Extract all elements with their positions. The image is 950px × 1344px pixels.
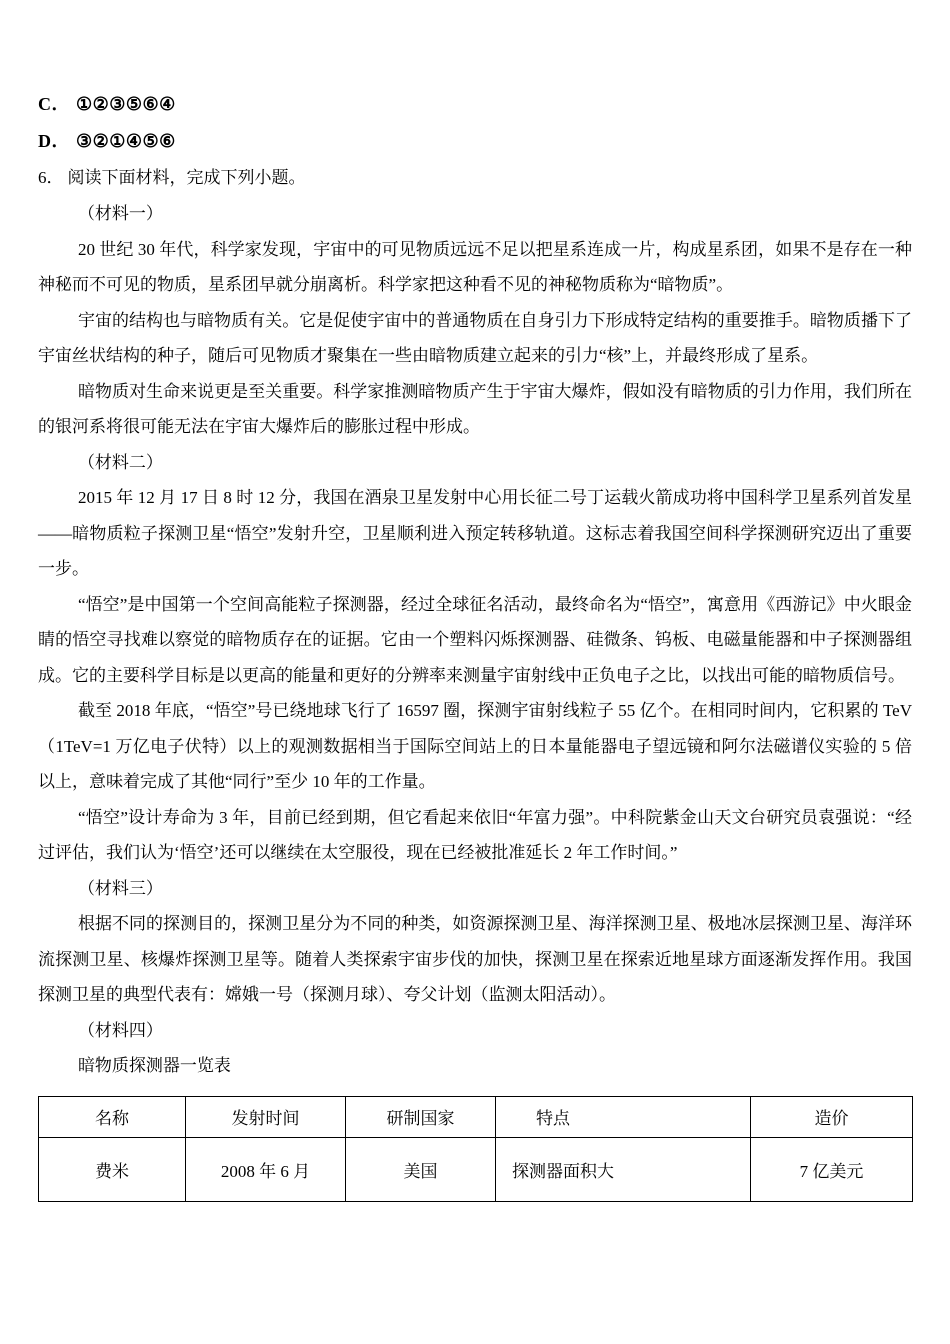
option-c-label: C． xyxy=(38,94,70,114)
option-c-value: ①②③⑤⑥④ xyxy=(76,94,176,114)
material-2-paragraph-1: 2015 年 12 月 17 日 8 时 12 分，我国在酒泉卫星发射中心用长征二号丁运载火箭成功将中国科学卫星系列首发星——暗物质粒子探测卫星“悟空”发射升空，卫星顺利进入预定转移轨道。这标志着我国空间科学探测研究迈出了重要一步。 xyxy=(38,488,912,578)
material-2-paragraph-3: 截至 2018 年底，“悟空”号已绕地球飞行了 16597 圈，探测宇宙射线粒子 55 亿个。在相同时间内，它积累的 TeV（1TeV=1 万亿电子伏特）以上的观测数据相当于国际空间站上的日本量能器电子望远镜和阿尔法磁谱仪实验的 5 倍以上，意味着完成了其他“同行”至少 10 年的工作量。 xyxy=(38,701,912,791)
material-1-paragraph-3: 暗物质对生命来说更是至关重要。科学家推测暗物质产生于宇宙大爆炸，假如没有暗物质的引力作用，我们所在的银河系将很可能无法在宇宙大爆炸后的膨胀过程中形成。 xyxy=(38,381,912,436)
material-2-heading: （材料二） xyxy=(77,452,163,472)
material-3-heading: （材料三） xyxy=(77,878,163,898)
question-number: 6． xyxy=(38,168,64,187)
cell-name: 费米 xyxy=(39,1137,186,1201)
material-3-paragraph-1: 根据不同的探测目的，探测卫星分为不同的种类，如资源探测卫星、海洋探测卫星、极地冰层探测卫星、海洋环流探测卫星、核爆炸探测卫星等。随着人类探索宇宙步伐的加快，探测卫星在探索近地星球方面逐渐发挥作用。我国探测卫星的典型代表有：嫦娥一号（探测月球）、夸父计划（监测太阳活动）。 xyxy=(38,914,912,1004)
header-cost: 造价 xyxy=(751,1096,913,1137)
material-2-paragraph-2: “悟空”是中国第一个空间高能粒子探测器，经过全球征名活动，最终命名为“悟空”，寓意用《西游记》中火眼金睛的悟空寻找难以察觉的暗物质存在的证据。它由一个塑料闪烁探测器、硅微条、钨板、电磁量能器和中子探测器组成。它的主要科学目标是以更高的能量和更好的分辨率来测量宇宙射线中正负电子之比，以找出可能的暗物质信号。 xyxy=(38,594,912,685)
material-2-paragraph-4: “悟空”设计寿命为 3 年，目前已经到期，但它看起来依旧“年富力强”。中科院紫金山天文台研究员袁强说：“经过评估，我们认为‘悟空’还可以继续在太空服役，现在已经被批准延长 2 年工作时间。” xyxy=(38,807,912,862)
question-6 xyxy=(38,160,912,196)
option-d-value: ③②①④⑤⑥ xyxy=(76,131,176,151)
material-4-heading: （材料四） xyxy=(77,1020,163,1040)
header-launch-date: 发射时间 xyxy=(186,1096,346,1137)
detector-table-header-row xyxy=(39,1096,913,1137)
cell-country: 美国 xyxy=(346,1137,496,1201)
option-d xyxy=(38,123,912,160)
table-row xyxy=(39,1137,913,1201)
header-country: 研制国家 xyxy=(346,1096,496,1137)
cell-launch-date: 2008 年 6 月 xyxy=(186,1137,346,1201)
cell-feature: 探测器面积大 xyxy=(496,1137,751,1201)
header-name: 名称 xyxy=(39,1096,186,1137)
option-c xyxy=(38,86,912,123)
material-1-heading: （材料一） xyxy=(77,204,163,223)
option-d-label: D． xyxy=(38,131,70,151)
material-1-paragraph-1: 20 世纪 30 年代，科学家发现，宇宙中的可见物质远远不足以把星系连成一片，构成星系团，如果不是存在一种神秘而不可见的物质，星系团早就分崩离析。科学家把这种看不见的神秘物质称为“暗物质”。 xyxy=(38,239,912,294)
detector-table-title: 暗物质探测器一览表 xyxy=(77,1056,231,1075)
header-feature: 特点 xyxy=(496,1096,751,1137)
question-text: 阅读下面材料，完成下列小题。 xyxy=(67,168,306,187)
detector-table xyxy=(38,1096,913,1202)
material-1-paragraph-2: 宇宙的结构也与暗物质有关。它是促使宇宙中的普通物质在自身引力下形成特定结构的重要推手。暗物质播下了宇宙丝状结构的种子，随后可见物质才聚集在一些由暗物质建立起来的引力“核”上，并最终形成了星系。 xyxy=(38,310,912,365)
cell-cost: 7 亿美元 xyxy=(751,1137,913,1201)
